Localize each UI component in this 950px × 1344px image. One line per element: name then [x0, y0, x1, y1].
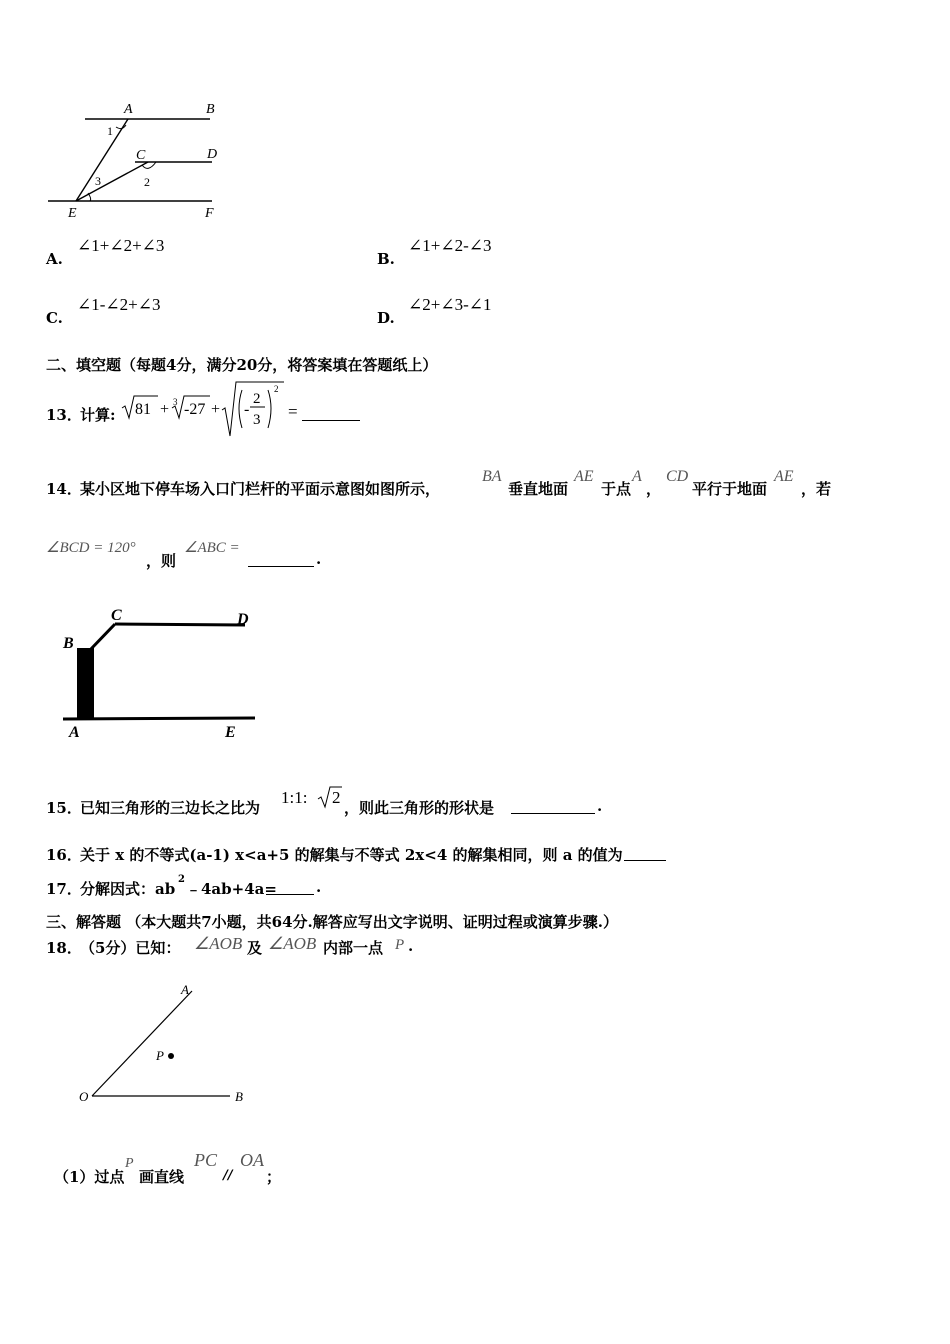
fig3-label-b: B	[235, 1089, 243, 1104]
option-d-letter: D.	[377, 309, 395, 327]
q18-1-end: ；	[266, 1168, 282, 1186]
q17-text: 分解因式：ab	[80, 880, 176, 898]
q18-1-parallel: //	[223, 1168, 233, 1183]
q13-minus: -	[244, 401, 250, 418]
fig3-label-o: O	[79, 1089, 89, 1104]
option-c-letter: C.	[46, 309, 63, 327]
q13-plus-1: +	[160, 401, 170, 418]
q13-number: 13．	[46, 406, 82, 424]
q13-sqrt81: 81	[135, 401, 151, 418]
q13-label: 计算:	[80, 406, 116, 424]
question-15	[46, 784, 746, 816]
q14-ba: BA	[482, 468, 502, 485]
q13-cbrt-arg: -27	[184, 401, 206, 418]
option-a-expr: ∠1+∠2+∠3	[77, 236, 165, 255]
point-p-dot	[168, 1053, 174, 1059]
fig2-label-a: A	[69, 724, 80, 741]
q14-text-5: ，若	[801, 480, 832, 498]
q18-1-text: 画直线	[139, 1168, 185, 1186]
fig1-label-d: D	[207, 147, 218, 162]
q18-text-3: 内部一点	[323, 939, 384, 957]
q13-answer-blank[interactable]	[302, 402, 360, 421]
q18-1-pc: PC	[194, 1150, 218, 1170]
q14-text-1: 某小区地下停车场入口门栏杆的平面示意图如图所示，	[80, 480, 441, 498]
fig3-label-a: A	[181, 982, 189, 997]
fig2-label-e: E	[225, 724, 236, 741]
q14-comma: ，	[646, 480, 662, 498]
q15-ratio: 1:1:	[281, 788, 308, 807]
q15-text-2: ，则此三角形的形状是	[344, 799, 495, 817]
q14-text-2: 垂直地面	[508, 480, 569, 498]
question-14-line-1	[46, 468, 926, 498]
q18-number: 18．	[46, 939, 82, 957]
question-17	[46, 874, 446, 899]
fig2-label-c: C	[111, 607, 122, 624]
q14-period: .	[316, 550, 322, 568]
q14-answer-blank[interactable]	[248, 550, 314, 567]
option-c-expr: ∠1-∠2+∠3	[77, 295, 161, 314]
q16-number: 16．	[46, 846, 82, 864]
q14-angle-abc: ∠ABC =	[184, 540, 240, 556]
fig1-label-f: F	[205, 206, 214, 221]
option-b-letter: B.	[377, 250, 395, 268]
q15-text-1: 已知三角形的三边长之比为	[80, 799, 261, 817]
section-2-heading: 二、填空题（每题4分，满分20分，将答案填在答题纸上）	[46, 356, 438, 374]
question-14-line-2	[46, 538, 446, 568]
fig1-label-c: C	[136, 148, 146, 163]
q14-ae-1: AE	[574, 468, 594, 485]
q13-frac-num: 2	[253, 391, 261, 407]
q18-period: .	[408, 937, 414, 955]
fig1-label-1: 1	[107, 124, 113, 138]
question-18	[46, 934, 546, 958]
option-a-letter: A.	[46, 250, 63, 268]
fig3-label-p: P	[156, 1048, 164, 1063]
q14-ae-2: AE	[774, 468, 794, 485]
option-d-expr: ∠2+∠3-∠1	[408, 295, 492, 314]
section-3-heading: 三、解答题 （本大题共7小题，共64分.解答应写出文字说明、证明过程或演算步骤.）	[46, 913, 618, 931]
q17-number: 17．	[46, 880, 82, 898]
question-18-part-1	[54, 1150, 454, 1186]
q15-root: 2	[332, 788, 341, 807]
fig1-label-b: B	[206, 102, 215, 117]
question-16	[46, 844, 746, 866]
q18-point-p: P	[395, 937, 405, 953]
question-13	[46, 378, 446, 438]
q18-1-prefix: （1）过点	[54, 1168, 125, 1186]
q14-number: 14．	[46, 480, 82, 498]
q18-angle-2: ∠AOB	[268, 934, 317, 953]
q14-text-4: 平行于地面	[692, 480, 768, 498]
q13-frac-den: 3	[253, 412, 261, 428]
q15-number: 15．	[46, 799, 82, 817]
q17-period: .	[316, 878, 322, 896]
fig2-label-d: D	[237, 611, 249, 628]
q18-text-1: （5分）已知：	[80, 939, 181, 957]
q18-1-oa: OA	[240, 1150, 264, 1170]
q17-text-2: ﹣4ab+4a=	[186, 880, 277, 898]
q15-period: .	[597, 797, 603, 815]
figure-gate-barrier	[55, 600, 270, 745]
figure-parallel-lines	[40, 95, 240, 230]
fig1-label-a: A	[124, 102, 133, 117]
q14-point-a: A	[632, 468, 642, 485]
fig1-label-3: 3	[95, 174, 101, 188]
option-b-expr: ∠1+∠2-∠3	[408, 236, 492, 255]
q14-text-6: ，则	[146, 552, 177, 570]
fig2-label-b: B	[63, 635, 74, 652]
q16-text: 关于 x 的不等式(a-1) x<a+5 的解集与不等式 2x<4 的解集相同，则 a 的值为	[80, 846, 623, 864]
fig1-label-e: E	[68, 206, 77, 221]
q13-plus-2: +	[211, 401, 221, 418]
q18-angle-1: ∠AOB	[194, 934, 243, 953]
q17-answer-blank[interactable]	[266, 878, 314, 895]
q18-1-p: P	[125, 1156, 134, 1171]
q18-text-2: 及	[247, 939, 263, 957]
q16-answer-blank[interactable]	[624, 844, 666, 861]
q15-answer-blank[interactable]	[511, 797, 595, 814]
q13-equals: =	[288, 402, 298, 421]
q14-cd: CD	[666, 468, 689, 485]
figure-angle-aob	[70, 975, 260, 1110]
q13-cbrt-index: 3	[173, 397, 178, 407]
q17-sup: 2	[178, 874, 185, 885]
q14-text-3: 于点	[601, 480, 632, 498]
q13-formula	[120, 378, 295, 438]
fig1-label-2: 2	[144, 175, 150, 189]
q13-exp: 2	[274, 384, 279, 394]
q14-angle-bcd: ∠BCD = 120°	[46, 540, 136, 556]
